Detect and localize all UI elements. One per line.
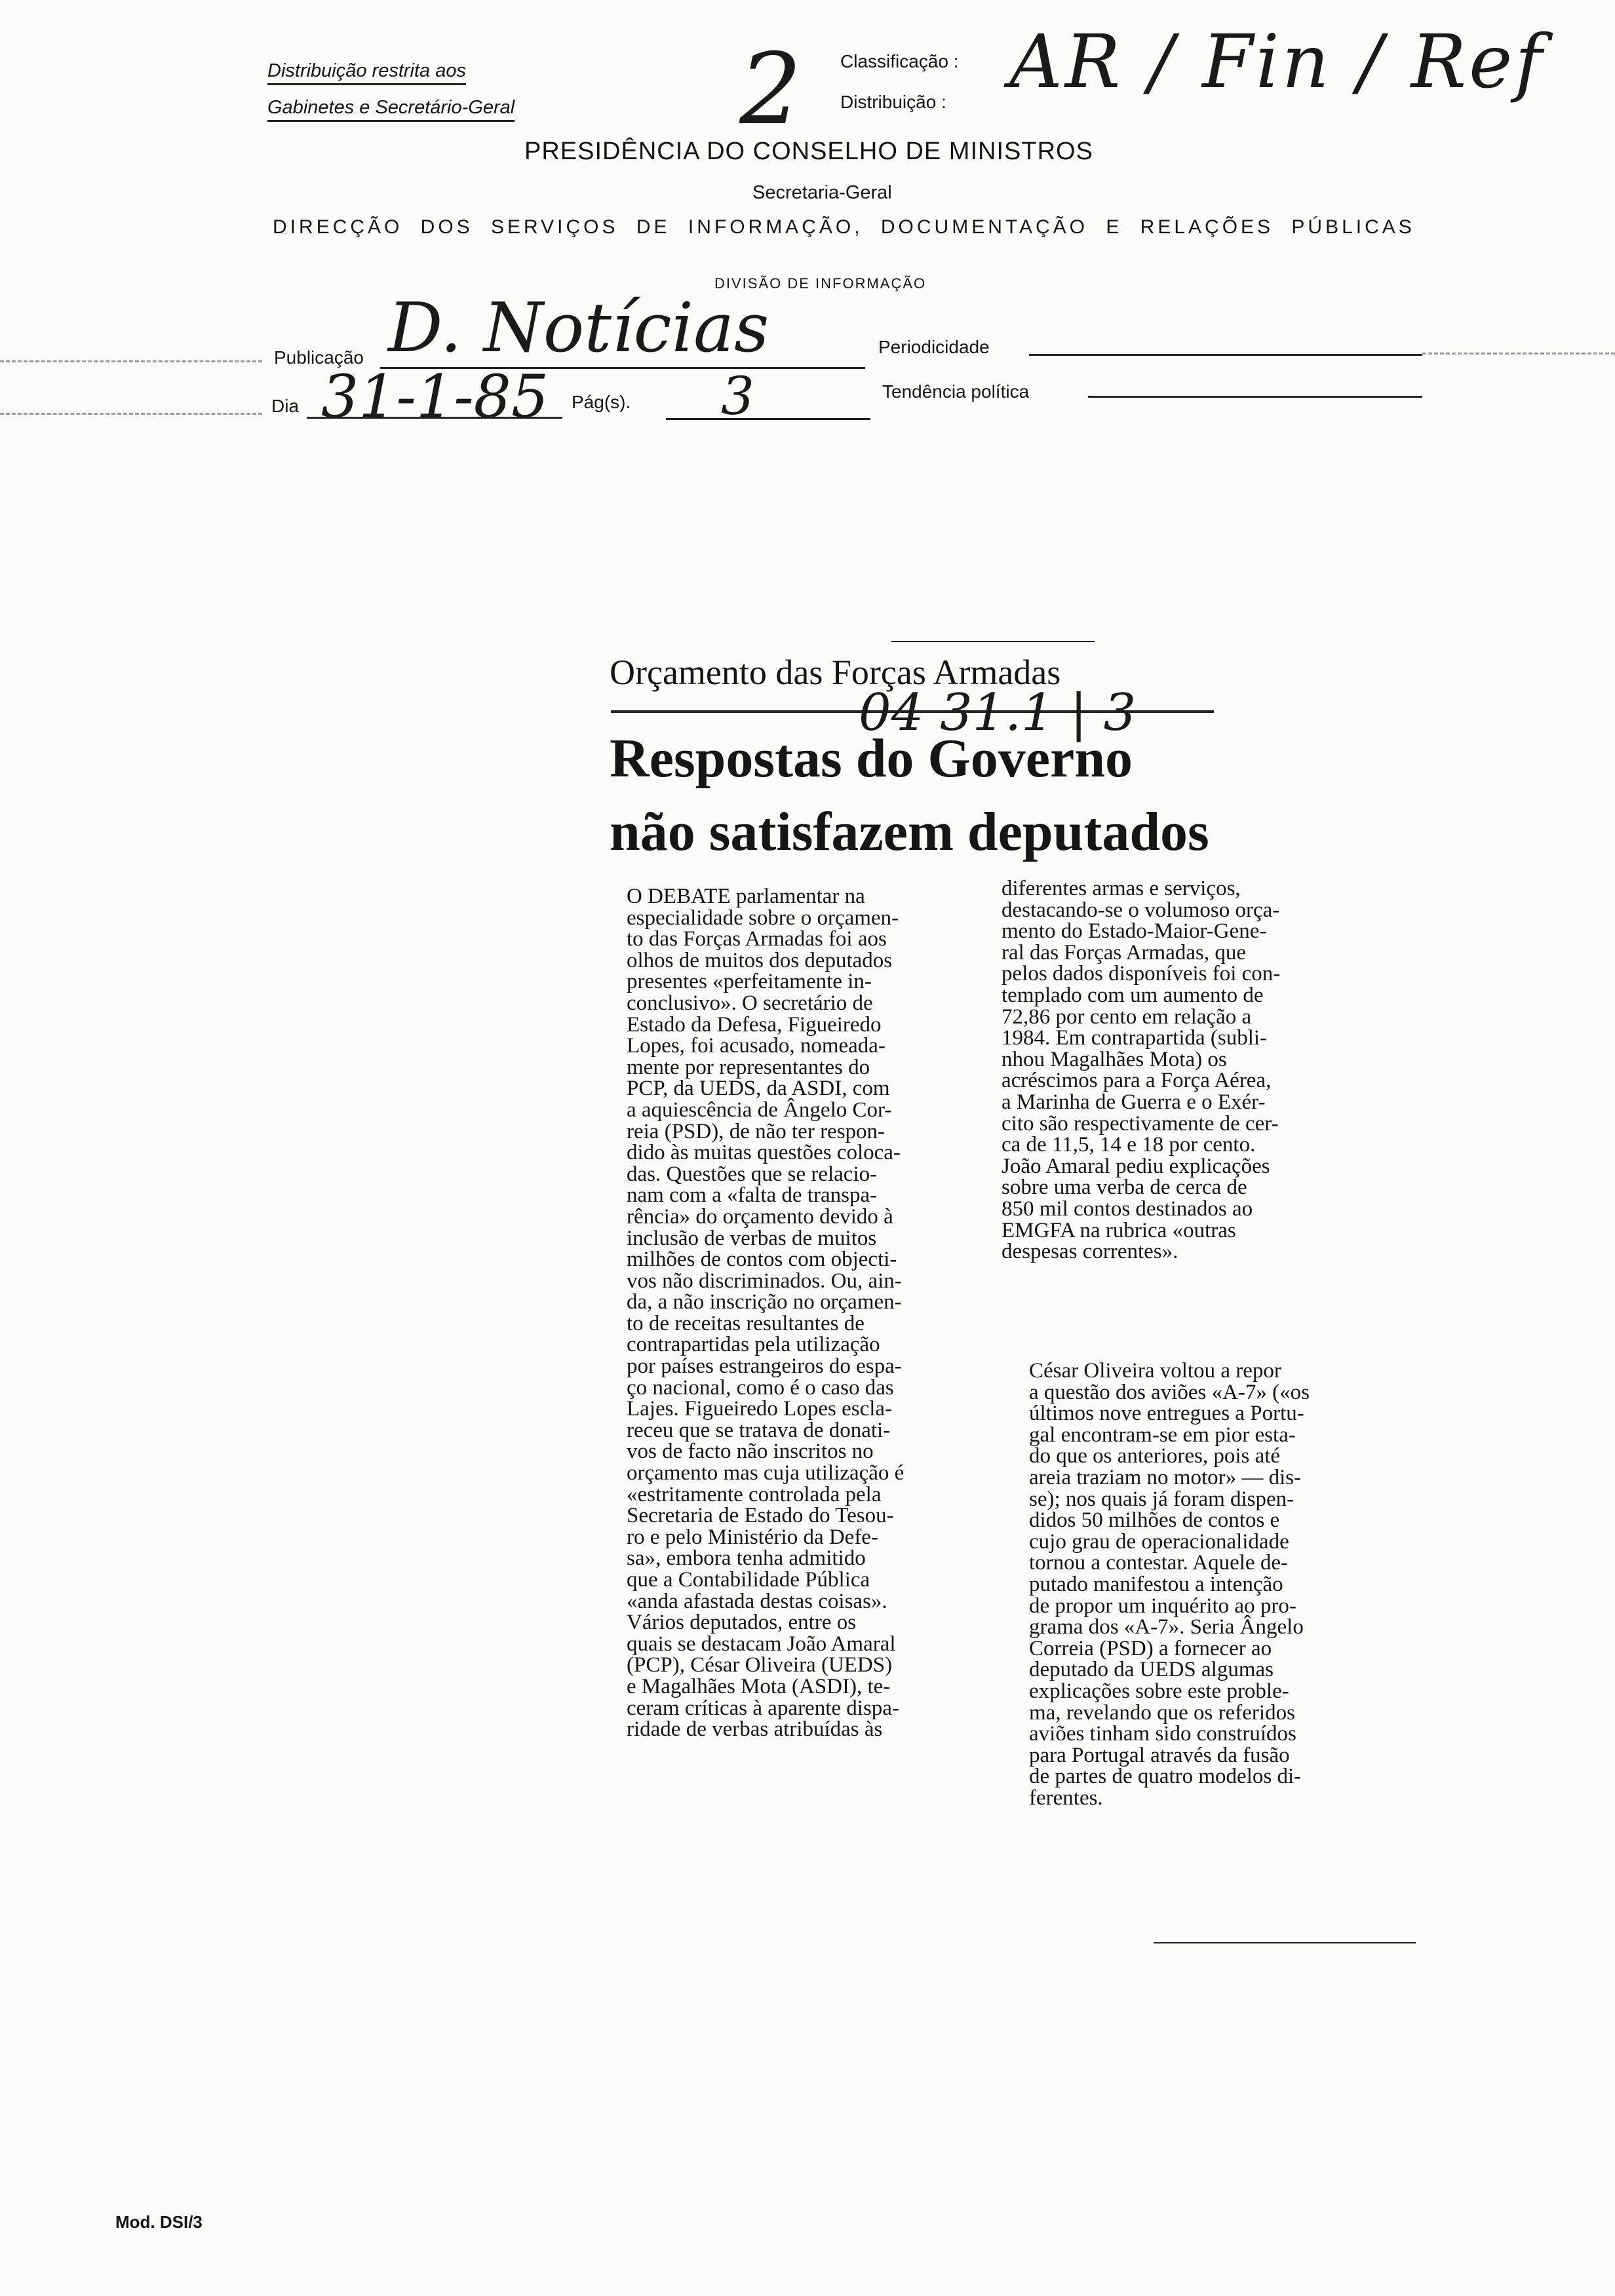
article-line: rência» do orçamento devido à: [627, 1204, 893, 1229]
article-line: ral das Forças Armadas, que: [1002, 940, 1246, 965]
article-line: da, a não inscrição no orçamen-: [627, 1290, 902, 1314]
publication-label: Publicação: [274, 347, 364, 368]
article-line: a questão dos aviões «A-7» («os: [1029, 1380, 1310, 1404]
article-line: nhou Magalhães Mota) os: [1002, 1047, 1227, 1071]
article-line: grama dos «A-7». Seria Ângelo: [1029, 1615, 1304, 1639]
article-line: do que os anteriores, pois até: [1029, 1444, 1281, 1468]
article-line: O DEBATE parlamentar na: [627, 885, 865, 908]
article-line: 1984. Em contrapartida (subli-: [1002, 1026, 1268, 1050]
article-line: contrapartidas pela utilização: [627, 1333, 880, 1357]
article-line: gal encontram-se em pior esta-: [1029, 1423, 1296, 1447]
article-line: didos 50 milhões de contos e: [1029, 1508, 1280, 1533]
article-line: pelos dados disponíveis foi con-: [1002, 962, 1281, 986]
article-line: aviões tinham sido construídos: [1029, 1722, 1296, 1746]
day-label: Dia: [271, 396, 300, 416]
classification-label: Classificação :: [840, 51, 959, 71]
article-line: Secretaria de Estado do Tesou-: [627, 1504, 894, 1528]
article-column-1: [627, 886, 1007, 1740]
article-line: cujo grau de operacionalidade: [1029, 1529, 1289, 1554]
article-line: (PCP), César Oliveira (UEDS): [627, 1653, 893, 1677]
article-line: «anda afastada destas coisas».: [627, 1589, 887, 1613]
directorate-label: DIRECÇÃO DOS SERVIÇOS DE INFORMAÇÃO, DOCUMENTAÇÃO E RELAÇÕES PÚBLICAS: [273, 216, 1415, 238]
article-line: vos de facto não inscritos no: [627, 1440, 874, 1464]
article-line: e Magalhães Mota (ASDI), te-: [627, 1674, 891, 1698]
article-line: deputado da UEDS algumas: [1029, 1658, 1274, 1682]
article-line: to das Forças Armadas foi aos: [627, 927, 887, 951]
handwritten-number: 2: [739, 33, 802, 147]
article-line: nam com a «falta de transpa-: [627, 1183, 878, 1208]
article-line: to de receitas resultantes de: [627, 1311, 865, 1335]
restricted-line-1: Distribuição restrita aos: [267, 60, 466, 85]
article-line: explicações sobre este proble-: [1029, 1679, 1289, 1703]
article-line: ma, revelando que os referidos: [1029, 1700, 1295, 1725]
article-line: Lajes. Figueiredo Lopes escla-: [627, 1397, 893, 1421]
day-value: 31-1-85: [321, 362, 549, 431]
article-line: César Oliveira voltou a repor: [1029, 1359, 1281, 1383]
article-line: olhos de muitos dos deputados: [627, 948, 893, 972]
article-line: presentes «perfeitamente in-: [627, 970, 872, 994]
article-line: para Portugal através da fusão: [1029, 1743, 1290, 1767]
organization-title: PRESIDÊNCIA DO CONSELHO DE MINISTROS: [524, 138, 1093, 165]
handwritten-classification: AR / Fin / Ref: [1009, 20, 1545, 105]
article-line: ro e pelo Ministério da Defe-: [627, 1525, 878, 1549]
handwritten-article-ref: 04 31.1 | 3: [859, 683, 1137, 742]
publication-value: D. Notícias: [388, 288, 769, 368]
form-code: Mod. DSI/3: [115, 2212, 203, 2232]
article-line: últimos nove entregues a Portu-: [1029, 1402, 1304, 1426]
article-line: areia traziam no motor» — dis-: [1029, 1465, 1302, 1489]
article-line: mente por representantes do: [627, 1055, 870, 1079]
article-line: acréscimos para a Força Aérea,: [1002, 1069, 1272, 1093]
article-line: mento do Estado-Maior-Gene-: [1002, 919, 1267, 944]
article-line: por países estrangeiros do espa-: [627, 1354, 902, 1379]
article-line: PCP, da UEDS, da ASDI, com: [627, 1077, 890, 1101]
article-line: conclusivo». O secretário de: [627, 991, 873, 1015]
article-line: putado manifestou a intenção: [1029, 1572, 1283, 1596]
article-headline-line-1: Respostas do Governo: [610, 728, 1133, 789]
article-line: receu que se tratava de donati-: [627, 1418, 891, 1442]
article-line: 850 mil contos destinados ao: [1002, 1196, 1253, 1221]
article-column-2-top: [1002, 878, 1401, 1263]
division-label: DIVISÃO DE INFORMAÇÃO: [714, 275, 927, 292]
article-line: ca de 11,5, 14 e 18 por cento.: [1002, 1133, 1256, 1157]
article-line: diferentes armas e serviços,: [1002, 877, 1241, 900]
article-line: ridade de verbas atribuídas às: [627, 1717, 883, 1742]
pages-label: Pág(s).: [572, 392, 631, 412]
article-line: despesas correntes».: [1002, 1240, 1178, 1264]
article-line: Vários deputados, entre os: [627, 1611, 857, 1635]
article-line: tornou a contestar. Aquele de-: [1029, 1551, 1288, 1575]
article-line: quais se destacam João Amaral: [627, 1632, 896, 1656]
article-line: especialidade sobre o orçamen-: [627, 906, 899, 930]
article-line: Estado da Defesa, Figueiredo: [627, 1012, 882, 1037]
article-line: ço nacional, como é o caso das: [627, 1375, 894, 1400]
article-line: se); nos quais já foram dispen-: [1029, 1487, 1294, 1511]
article-line: milhões de contos com objecti-: [627, 1248, 897, 1272]
article-line: EMGFA na rubrica «outras: [1002, 1218, 1236, 1242]
article-line: de propor um inquérito ao pro-: [1029, 1594, 1296, 1618]
article-line: João Amaral pediu explicações: [1002, 1154, 1270, 1178]
political-tendency-label: Tendência política: [882, 381, 1030, 402]
secretariat-label: Secretaria-Geral: [752, 182, 892, 203]
article-line: a aquiescência de Ângelo Cor-: [627, 1098, 892, 1122]
article-line: Lopes, foi acusado, nomeada-: [627, 1034, 885, 1058]
article-line: sa», embora tenha admitido: [627, 1546, 866, 1571]
article-line: «estritamente controlada pela: [627, 1482, 882, 1506]
article-line: reia (PSD), de não ter respon-: [627, 1119, 885, 1143]
article-kicker: Orçamento das Forças Armadas: [610, 653, 1061, 692]
article-line: a Marinha de Guerra e o Exér-: [1002, 1090, 1266, 1114]
article-headline-line-2: não satisfazem deputados: [610, 801, 1209, 862]
article-line: destacando-se o volumoso orça-: [1002, 898, 1280, 922]
article-line: Correia (PSD) a fornecer ao: [1029, 1636, 1272, 1660]
restricted-line-2: Gabinetes e Secretário-Geral: [267, 97, 515, 122]
article-line: 72,86 por cento em relação a: [1002, 1004, 1252, 1029]
article-line: dido às muitas questões coloca-: [627, 1141, 901, 1165]
article-line: vos não discriminados. Ou, ain-: [627, 1269, 902, 1293]
article-line: templado com um aumento de: [1002, 983, 1264, 1007]
article-line: inclusão de verbas de muitos: [627, 1226, 877, 1250]
article-line: sobre uma verba de cerca de: [1002, 1176, 1247, 1200]
distribution-label: Distribuição :: [840, 92, 946, 112]
article-line: das. Questões que se relacio-: [627, 1162, 878, 1186]
article-line: ceram críticas à aparente dispa-: [627, 1696, 899, 1720]
article-line: ferentes.: [1029, 1786, 1103, 1810]
article-line: orçamento mas cuja utilização é: [627, 1461, 905, 1485]
article-line: de partes de quatro modelos di-: [1029, 1765, 1302, 1789]
article-line: cito são respectivamente de cer-: [1002, 1111, 1279, 1136]
article-line: que a Contabilidade Pública: [627, 1568, 870, 1592]
periodicity-label: Periodicidade: [878, 337, 990, 357]
pages-value: 3: [721, 366, 754, 427]
article-column-2-bottom: [1029, 1360, 1396, 1808]
